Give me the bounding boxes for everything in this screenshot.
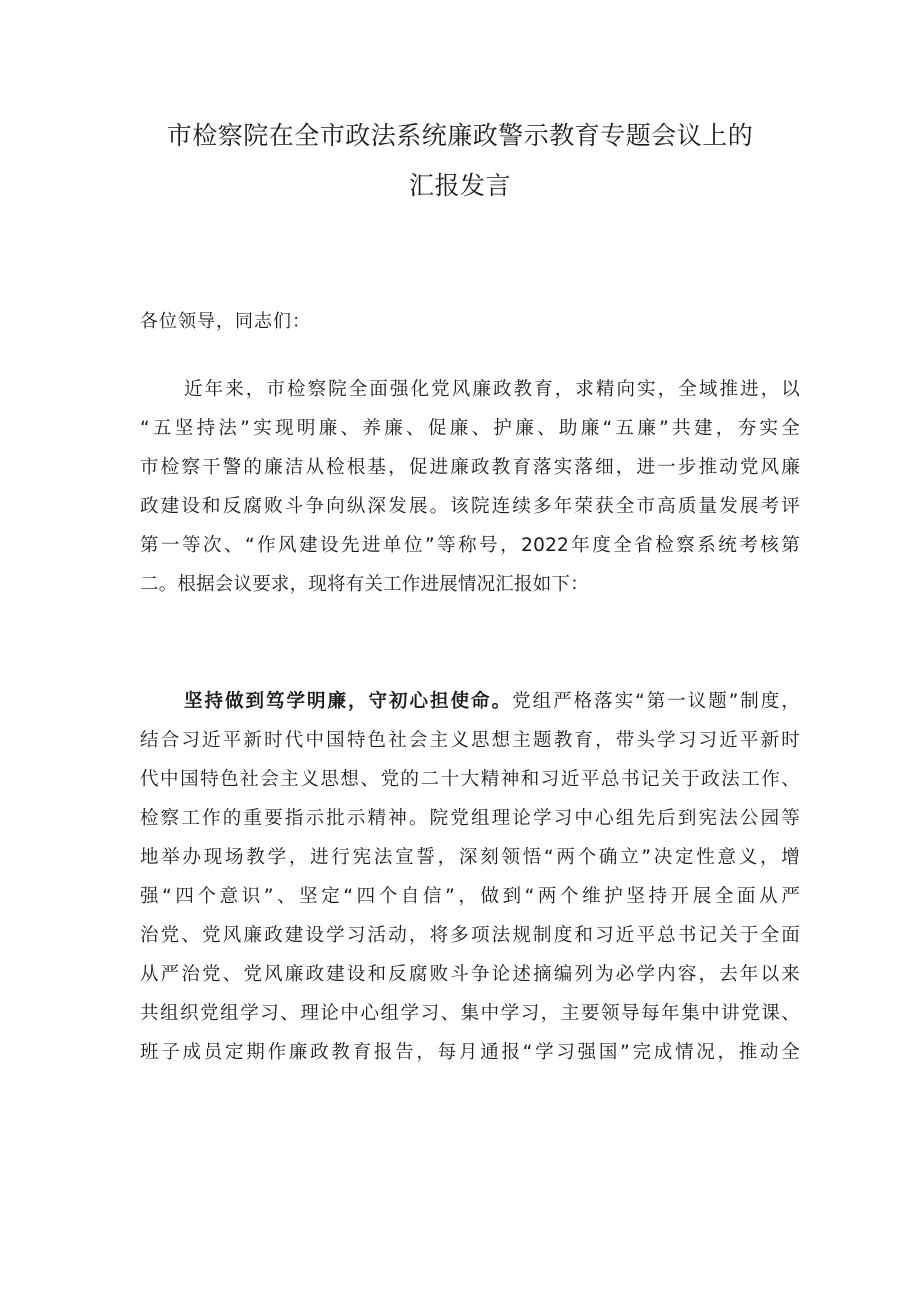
paragraph-2-line-5: 地举办现场教学，进行宪法宣誓，深刻领悟“两个确立”决定性意义，增 [140, 847, 800, 868]
paragraph-1-line-3: 市检察干警的廉洁从检根基，促进廉政教育落实落细，进一步推动党风廉 [140, 457, 800, 478]
salutation: 各位领导，同志们： [140, 311, 311, 332]
paragraph-2-line-8: 从严治党、党风廉政建设和反腐败斗争论述摘编列为必学内容，去年以来 [140, 964, 800, 985]
paragraph-2-line-7: 治党、党风廉政建设学习活动，将多项法规制度和习近平总书记关于全面 [140, 925, 800, 946]
paragraph-1 [140, 370, 800, 604]
paragraph-2-line-6: 强“四个意识”、坚定“四个自信”，做到“两个维护坚持开展全面从严 [140, 886, 800, 907]
paragraph-1-line-2: “五坚持法”实现明廉、养廉、促廉、护廉、助廉“五廉”共建，夯实全 [140, 418, 800, 439]
paragraph-1-line-4: 政建设和反腐败斗争向纵深发展。该院连续多年荣获全市高质量发展考评 [140, 496, 800, 517]
paragraph-1-line-6: 二。根据会议要求，现将有关工作进展情况汇报如下： [140, 574, 589, 595]
paragraph-2-line-1-rest: 党组严格落实“第一议题”制度， [512, 691, 801, 712]
paragraph-2-line-1 [140, 682, 800, 721]
document-title-line-1: 市检察院在全市政法系统廉政警示教育专题会议上的 [166, 121, 754, 150]
paragraph-2-line-4: 检察工作的重要指示批示精神。院党组理论学习中心组先后到宪法公园等 [140, 808, 800, 829]
document-title-line-2: 汇报发言 [408, 171, 511, 200]
paragraph-1-line-5: 第一等次、“作风建设先进单位”等称号，2022年度全省检察系统考核第 [140, 535, 800, 556]
paragraph-2-heading: 坚持做到笃学明廉，守初心担使命。 [184, 691, 513, 712]
paragraph-2-line-3: 代中国特色社会主义思想、党的二十大精神和习近平总书记关于政法工作、 [140, 769, 800, 790]
paragraph-2-line-10: 班子成员定期作廉政教育报告，每月通报“学习强国”完成情况，推动全 [140, 1042, 800, 1063]
paragraph-1-line-1: 近年来，市检察院全面强化党风廉政教育，求精向实，全域推进，以 [184, 379, 800, 400]
paragraph-2-line-9: 共组织党组学习、理论中心组学习、集中学习，主要领导每年集中讲党课、 [140, 1003, 800, 1024]
paragraph-2 [140, 682, 800, 1072]
paragraph-2-line-2: 结合习近平新时代中国特色社会主义思想主题教育，带头学习习近平新时 [140, 730, 800, 751]
